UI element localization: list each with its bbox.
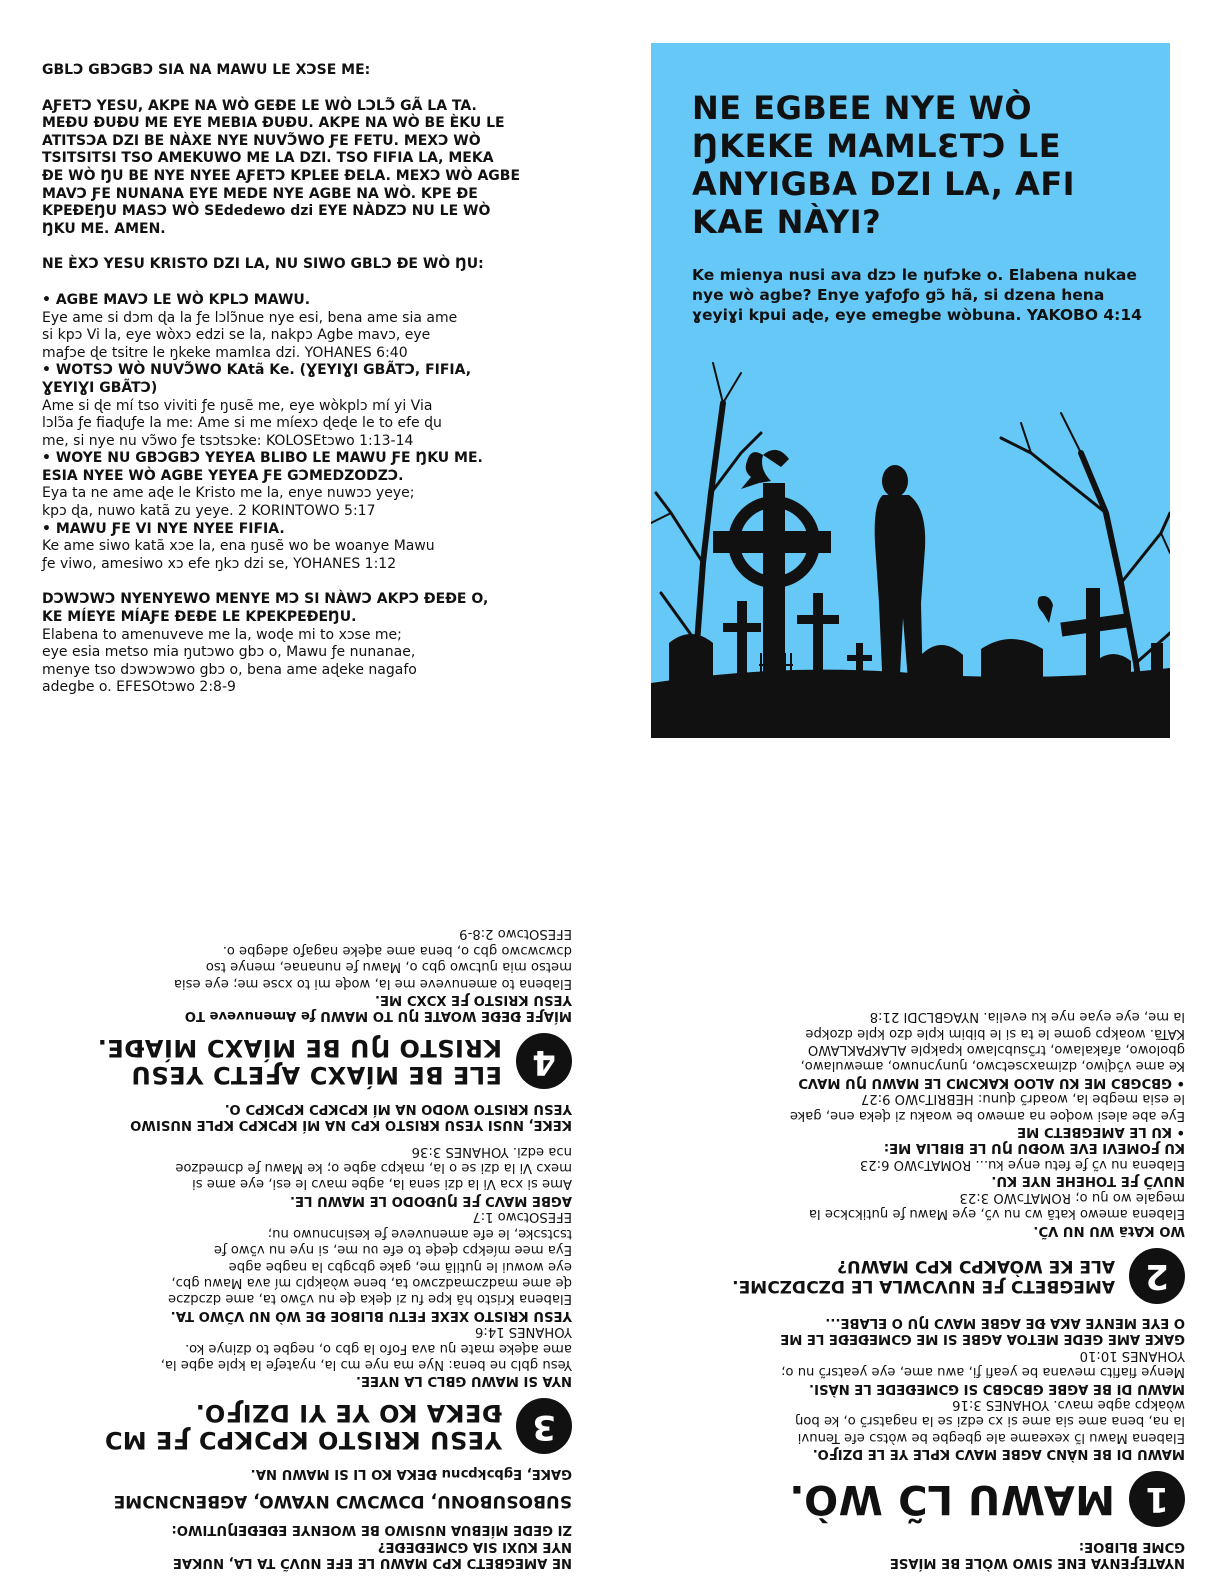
cover-panel xyxy=(651,43,1170,738)
section-3-title: YESU KRISTO KPƆKPƆ ƑE MƆ ÐEKA KO YE YI DZIƑO. xyxy=(104,1399,502,1455)
salvation-prayer-panel xyxy=(42,62,592,715)
prayer-text: AƑETƆ YESU, AKPE NA WÒ GEÐE LE WÒ LƆLƆ̃ GÃ LA TA. MEÐU ÐUÐU ME EYE MEBIA ÐUÐU. AKPE NA WÒ BE ÈKU LE ATITSƆA DZI BE NÀXE NYE NUVƆ̃WO ƑE FETU. MEXƆ WÒ TSITSITSI TSO AMEKUWO ME LA DZI. TSO FIFIA LA, MEKA ÐE WÒ ŊU BE NYE NYEE AƑETƆ KPLEE ÐELA. MEXƆ WÒ AGBE MAVƆ ƑE NUNANA EYE MEDE NYE AGBE NA WÒ. KPE ÐE KPEÐEŊU MASƆ WÒ SEdedewo dzi EYE NÀDZƆ NU LE WÒ ŊKU ME. AMEN. xyxy=(42,97,521,237)
section-2-title: AMEGBETƆ ƑE NUVƆWLA LE DZƆDZƆME. xyxy=(732,1275,1115,1296)
section-2-heading xyxy=(640,1248,1185,1304)
steps-heading: NE ÈXƆ YESU KRISTO DZI LA, NU SIWO GBLƆ ÐE WÒ ŊU: xyxy=(42,256,484,273)
section-2-subtitle: ALE KE WÒAKPƆ KPƆ MAWU? xyxy=(837,1255,1115,1276)
section-2-body: WO KAtã WU NU VƆ̃. Elabena amewo katã wɔ nu vɔ̃, eye Mawu ƒe ŋutikɔkɔe la megale wo ŋu o; ROMATɔWO 3:23 NUVƆ̃ ƑE TOHEHE NYE KU. Elabena nu vɔ̃ ƒe fetu enye ku... ROMATɔWO 6:23 KU ƑOMEVI EVE WOÐU ŊU LE BIBLIA ME: • KU LE AMEGBETƆ ME Eye abe alesi woɖoe na amewo be woaku zi ɖeka ene, gake le esia megbe la, woadrɔ̃ ɖunu: HEBRITɔWO 9:27 • GBƆGBƆ ME KU ALOO KAKƆMƆ LE MAWU ŊU MAVƆ Ke ame vɔ̃ɖiwo, dzimaxɔsetɔwo, ŋunyɔnuwo, amewulawo, gbolowo, afakalawo, trɔ̃subɔlawo kpakple ALAKPAKLAWO KATã. woakpɔ gome le ta si le bibim kple dzo kple dzokpe la me, eye eyae nye ku evelia. NYAGBLƆDI 21:8 xyxy=(789,1009,1185,1238)
sections-1-2-panel xyxy=(640,795,1185,1570)
section-1-title: MAWU LƆ̃ WÒ. xyxy=(788,1476,1115,1523)
section-1-number: 1 xyxy=(1129,1471,1185,1527)
sections-3-4-panel xyxy=(38,790,572,1570)
section-4-title: ELE BE MÍAXƆ AƑETƆ YESU KRISTO ŊU BE MÍAXƆ MÍAÐE. xyxy=(97,1034,502,1090)
closing-section: DƆWƆWƆ NYENYEWO MENYE MƆ SI NÀWƆ AKPƆ ÐEÐE O, KE MÍEYE MÍAƑE ÐEÐE LE KPEKPEÐEŊU. Elabena to amenuveve me la, woɖe mi to xɔse me; eye esia metso mia ŋutɔwo gbɔ o, Mawu ƒe nunanae, menye tso dɔwɔwɔwo gbɔ o, bena ame aɖeke nagafo adegbe o. EFESOtɔwo 2:8-9 xyxy=(42,591,489,696)
steps-list: • AGBE MAVƆ LE WÒ KPLƆ MAWU. Eye ame si dɔm ɖa la ƒe lɔlɔ̃nue nye esi, bena ame sia ame si kpɔ Vi la, eye wòxɔ edzi se la, nakpɔ Agbe mavɔ, eye maƒɔe ɖe tsitre le ŋkeke mamlɛa dzi. YOHANES 6:40 • WOTSƆ WÒ NUVƆ̃WO KAtã Ke. (ƔEYIƔI GBÃTƆ, FIFIA, ƔEYIƔI GBÃTƆ) Ame si ɖe mí tso viviti ƒe ŋusẽ me, eye wòkplɔ mí yi Via lɔlɔ̃a ƒe fiaɖuƒe la me: Ame si me míexɔ ɖeɖe le to efe ɖu me, si nye nu vɔ̃wo ƒe tsɔtsɔke: KOLOSEtɔwo 1:13-14 • WOYE NU GBƆGBƆ YEYEA BLIBO LE MAWU ƑE ŊKU ME. ESIA NYEE WÒ AGBE YEYEA ƑE GƆMEDZODZƆ. Eya ta ne ame aɖe le Kristo me la, enye nuwɔɔ yeye; kpɔ ɖa, nuwo katã zu yeye. 2 KORINTOWO 5:17 • MAWU ƑE VI NYE NYEE FIFIA. Ke ame siwo katã xɔe la, ena ŋusẽ wo be woanye Mawu ƒe viwo, amesiwo xɔ efe ŋkɔ dzi se, YOHANES 1:12 xyxy=(42,291,483,572)
bl-intro-tail: GAKE, Egbɔkpɔnu ÐEKA KO LI SI MAWU NA. xyxy=(250,1465,572,1481)
br-intro: NYATEƑENYA ENE SIWO WÒLE BE MÍASE GƆME BLIBOE: xyxy=(889,1538,1185,1570)
section-4-body: MÍAƑE ÐEÐE WOATE ŊU TO MAWU ƒe Amenuveve TO YESU KRISTO ƑE XƆXƆ ME. Elabena to amenuveve me la, woɖe mi to xɔse me; eye esia metso mia ŋutɔwo gbɔ o, Mawu ƒe nunanae, menye tso dɔwɔwɔwo gbɔ o, bena ame aɖeke nagaƒo adegbe o. EFESOtɔwo 2:8-9 xyxy=(173,926,572,1024)
section-2-number: 2 xyxy=(1129,1248,1185,1304)
graveyard-illustration xyxy=(651,343,1170,738)
section-1-heading xyxy=(640,1471,1185,1527)
prayer-heading: GBLƆ GBƆGBƆ SIA NA MAWU LE XƆSE ME: xyxy=(42,62,371,78)
section-3-heading xyxy=(38,1398,572,1454)
section-3-body: NYA SI MAWU GBLƆ LA NYEE. Yesu gblɔ ne bena: Nye ma nye mɔ la, nyateƒe la kple agbe la, ame aɖeke mate ŋu ava Fofo la gbɔ o, negbe to dzinye ko. YOHANES 14:6 YESU KRISTO XEXE FETU BLIBOE ÐE WÒ NU VƆ̃WO TA. Elabena Kristo hã kpe fu zi ɖeka ɖe nu vɔ̃wo ta, ame dzɔdzɔe ɖe ame madzɔmadzɔwo ta, bene wòakplɔ mí ava Mawu gbɔ, eye wowui le ŋutilã me, gake gbɔgbɔ la nagbe agbe Eya mee míekpɔ ɖeɖe to efe ʋu me, si nye nu vɔ̃wo ƒe tsɔtsɔke, le efe amenuveve ƒe kesinɔnuwo nu; EFESOtɔwo 1:7 AGBE MAVƆ ƑE ŊUÐODO LE MAWU LE. Ame si xɔa Vi la dzi sena la, agbe mavɔ le esi, eye ame si mexɔ Vi la dzi se o la, makpɔ agbe o; ke Mawu ƒe dɔmedzoe nɔa edzi. YOHANES 3:36 xyxy=(160,1143,572,1389)
cover-subtitle: Ke mienya nusi ava dzɔ le ŋufɔke o. Elabena nukae nye wò agbe? Enye yaƒoƒo gɔ̃ hã, si dzena hena ɣeyiɣi kpui aɖe, eye emegbe wòbuna. YAKOBO 4:14 xyxy=(692,266,1142,324)
bl-intro-title: NE AMEGBETƆ KPƆ MAWU LE EFE NUVƆ̃ TA LA, NUKAE NYE KUXI SIA GƆMEÐEÐE? ZI GEDE MÍEBUA NUSIWO BE WOENYE EÐEÐEŊUTIWO: xyxy=(171,1522,572,1570)
section-1-body: MAWU DI BE NÀNƆ AGBE MAVƆ KPLE YE LE DZIƑO. Elabena Mawu lɔ̃ xexeame ale gbegbe be wòtsɔ efe Tenuvi la na, bena ame sia ame si xɔ edzi se la nagatsrɔ̃ o, ke boŋ wòakpɔ agbe mavɔ. YOHANES 3:16 MAWU DI BE AGBE GBƆGBƆ SI GƆMEÐEDE LE NÀSI. Menye fiafitɔ mevana be yeafi ƒi, awu ame, eye yeatsrɔ̃ nu o; YOHANES 10:10 GAKE AME GEDE METOA AGBE SI ME GƆMEÐEÐE LE ME O EYE MENYE AKA ÐE AGBE MAVƆ ŊU O ELABE... xyxy=(780,1314,1185,1462)
section-3-number: 3 xyxy=(516,1398,572,1454)
section-4-number: 4 xyxy=(516,1033,572,1089)
cover-title: NE EGBEE NYE WÒ ŊKEKE MAMLƐTƆ LE ANYIGBA DZI LA, AFI KAE NÀYI? xyxy=(692,89,1076,241)
bl-intro-list: SUBOSUBONU, DƆWƆWƆ NYAWO, AGBENƆNƆME xyxy=(113,1490,572,1511)
section-4-heading xyxy=(38,1033,572,1089)
section-3-note: KEKE, NUSI YESU KRISTO KPƆ NA MÍ KPƆKPƆ KPLE NUSIWO YESU KRISTO WODO NA MÍ KPƆKPƆ KPƆKPƆ O. xyxy=(130,1100,572,1133)
